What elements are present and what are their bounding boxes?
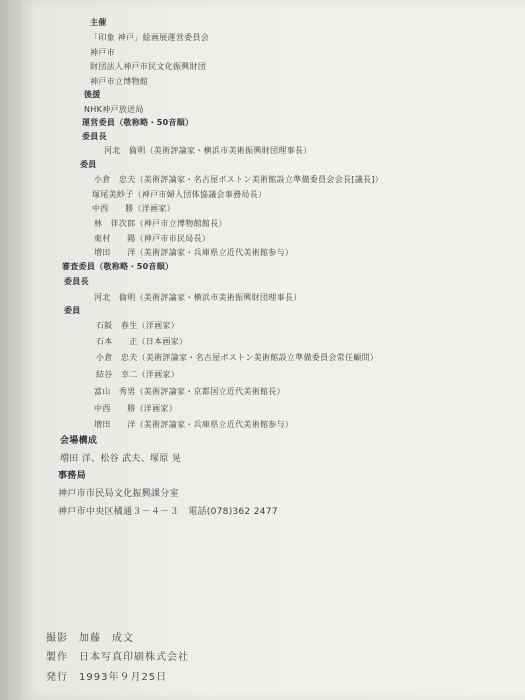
host-heading: 主催: [90, 18, 107, 27]
steering-member: 東村 陽（神戸市市民局長）: [94, 234, 211, 243]
jury-member: 小倉 忠夫（美術評論家・名古屋ボストン美術館設立準備委員会常任顧問）: [96, 353, 379, 362]
steering-member: 増田 洋（美術評論家・兵庫県立近代美術館参与）: [94, 248, 294, 257]
steering-heading: 運営委員（敬称略・50音順）: [82, 118, 194, 127]
jury-member: 増田 洋（美術評論家・兵庫県立近代美術館参与）: [94, 420, 294, 429]
credit-published: 発行 1993年９月25日: [46, 672, 168, 683]
steering-chair: 河北 倫明（美術評論家・横浜市美術振興財団理事長）: [104, 146, 312, 155]
support-heading: 後援: [84, 90, 101, 99]
jury-chair-heading: 委員長: [64, 277, 89, 286]
venue-line: 増田 洋、松谷 武夫、塚原 晃: [60, 454, 182, 464]
jury-member: 結谷 幸二（洋画家）: [96, 370, 179, 379]
host-line: 神戸市: [90, 48, 115, 57]
steering-member: 小倉 忠夫（美術評論家・名古屋ボストン美術館設立準備委員会会長[議長]）: [94, 175, 384, 184]
steering-members-heading: 委員: [80, 160, 97, 169]
host-line: 「印象 神戸」絵画展運営委員会: [90, 33, 210, 42]
steering-member: 塚尾美紗子（神戸市婦人団体協議会事務局長）: [92, 190, 267, 199]
page-edge: [0, 0, 22, 700]
support-line: NHK神戸放送局: [84, 105, 144, 114]
office-heading: 事務局: [58, 471, 86, 481]
jury-chair: 河北 倫明（美術評論家・横浜市美術振興財団理事長）: [94, 293, 302, 302]
steering-member: 中西 勝（洋画家）: [92, 204, 175, 213]
host-line: 財団法人神戸市民文化振興財団: [90, 62, 207, 71]
steering-member: 林 伴次郎（神戸市立博物館館長）: [94, 219, 227, 228]
jury-member: 石本 正（日本画家）: [96, 337, 188, 346]
jury-member: 富山 秀男（美術評論家・京都国立近代美術館長）: [94, 387, 285, 396]
venue-heading: 会場構成: [60, 436, 98, 446]
office-line: 神戸市中央区橘通３－４－３ 電話(078)362 2477: [58, 507, 278, 517]
colophon-page: [22, 0, 525, 700]
credit-production: 製作 日本写真印刷株式会社: [46, 652, 189, 663]
jury-members-heading: 委員: [64, 306, 81, 315]
credit-photo: 撮影 加藤 成文: [46, 633, 134, 644]
host-line: 神戸市立博物館: [90, 77, 149, 86]
office-line: 神戸市市民局文化振興課分室: [58, 489, 179, 499]
jury-heading: 審査委員（敬称略・50音順）: [62, 262, 174, 271]
jury-member: 中西 勝（洋画家）: [94, 404, 177, 413]
jury-member: 石阪 春生（洋画家）: [96, 321, 179, 330]
steering-chair-heading: 委員長: [82, 132, 107, 141]
